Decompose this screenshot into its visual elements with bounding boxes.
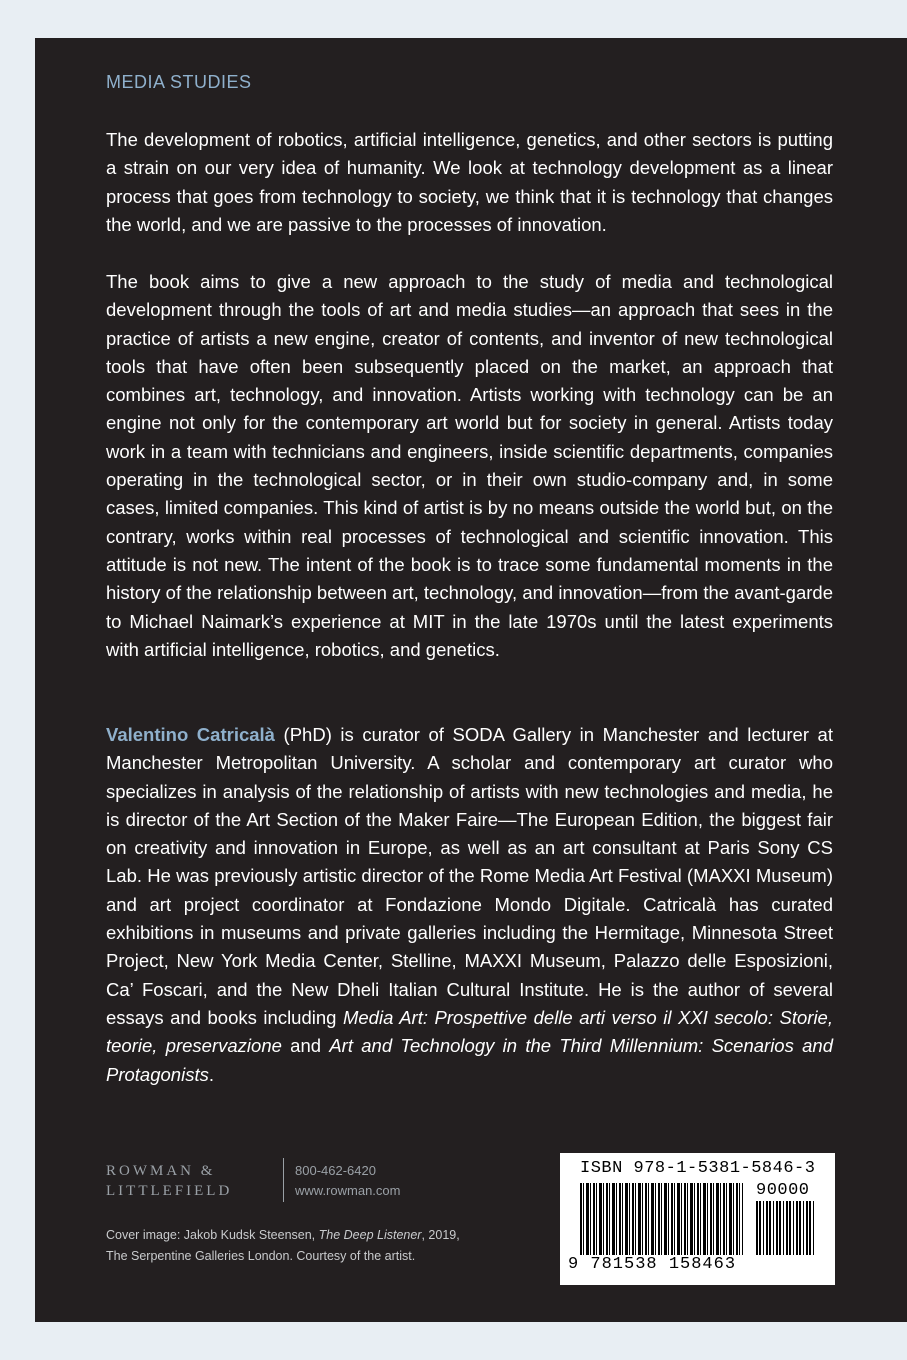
publisher-name-line-2: LITTLEFIELD <box>106 1183 233 1199</box>
isbn-barcode <box>560 1153 835 1285</box>
credit-line-2: The Serpentine Galleries London. Courtesy of the artist. <box>106 1249 416 1263</box>
blurb-paragraph-1: The development of robotics, artificial intelligence, genetics, and other sectors is putting a strain on our very idea of humanity. We look at technology development as a linear process that goes from technology to society, we think that it is technology that changes the world, and we are passive to the processes of innovation. <box>106 129 833 235</box>
publisher-logo <box>106 1158 406 1208</box>
bio-text-end: . <box>208 1063 214 1085</box>
back-cover <box>35 38 907 1322</box>
bio-text: (PhD) is curator of SODA Gallery in Manchester and lecturer at Manchester Metropolitan University. A scholar and contemporary art curator who specializes in analysis of the relationship of artists with new technologies and media, he is director of the Art Section of the Maker Faire—The European Edition, the biggest fair on creativity and innovation in Europe, as well as an art consultant at Paris Sony CS Lab. He was previously artistic director of the Rome Media Art Festival (MAXXI Museum) and art project coordinator at Fondazione Mondo Digitale. Catricalà has curated exhibitions in museums and private galleries including the Hermitage, Minnesota Street Project, New York Media Center, Stelline, MAXXI Museum, Palazzo delle Esposizioni, Ca’ Foscari, and the New Dheli Italian Cultural Institute. He is the author of several essays and books including <box>106 724 833 1028</box>
publisher-divider <box>283 1158 284 1202</box>
price-code: 90000 <box>756 1181 810 1200</box>
publisher-website: www.rowman.com <box>295 1183 401 1198</box>
category-label: MEDIA STUDIES <box>106 72 252 92</box>
bio-text-and: and <box>281 1035 330 1057</box>
credit-line-1 <box>106 1225 526 1246</box>
book-title-2: Art and Technology in the Third Millennium: Scenarios and Protagonists <box>106 1035 833 1085</box>
publisher-contact <box>295 1161 400 1201</box>
book-title-1: Media Art: Prospettive delle arti verso il XXI secolo: Storie, teorie, preservazione <box>106 1006 833 1057</box>
publisher-name <box>106 1161 232 1201</box>
blurb-paragraph-2: The book aims to give a new approach to the study of media and technological development through the tools of art and media studies—an approach that sees in the practice of artists a new engine, creator of contents, and inventor of new technological tools that have often been subsequently placed on the market, an approach that combines art, technology, and innovation. Artists working with technology can be an engine not only for the contemporary art world but for society in general. Artists today work in a team with technicians and engineers, inside scientific departments, companies operating in the technological sector, or in their own studio-company and, in some cases, limited companies. This kind of artist is by no means outside the world but, on the contrary, works within real processes of technological and scientific innovation. This attitude is not new. The intent of the book is to trace some fundamental moments in the history of the relationship between art, technology, and innovation—from the avant-garde to Michael Naimark’s experience at MIT in the late 1970s until the latest experiments with artificial intelligence, robotics, and genetics. <box>106 271 833 660</box>
publisher-phone: 800-462-6420 <box>295 1163 376 1178</box>
price-barcode-bars <box>756 1201 814 1255</box>
isbn-text: ISBN 978-1-5381-5846-3 <box>580 1159 816 1178</box>
credit-prefix: Cover image: Jakob Kudsk Steensen, <box>106 1228 319 1242</box>
publisher-name-line-1: ROWMAN & <box>106 1163 216 1179</box>
author-bio <box>106 721 833 1089</box>
cover-image-credit <box>106 1225 526 1267</box>
barcode-number: 9 781538 158463 <box>568 1255 737 1274</box>
credit-work-title: The Deep Listener <box>318 1228 422 1242</box>
author-name: Valentino Catricalà <box>106 724 275 745</box>
barcode-bars <box>580 1183 743 1255</box>
credit-suffix: , 2019, <box>421 1228 460 1242</box>
